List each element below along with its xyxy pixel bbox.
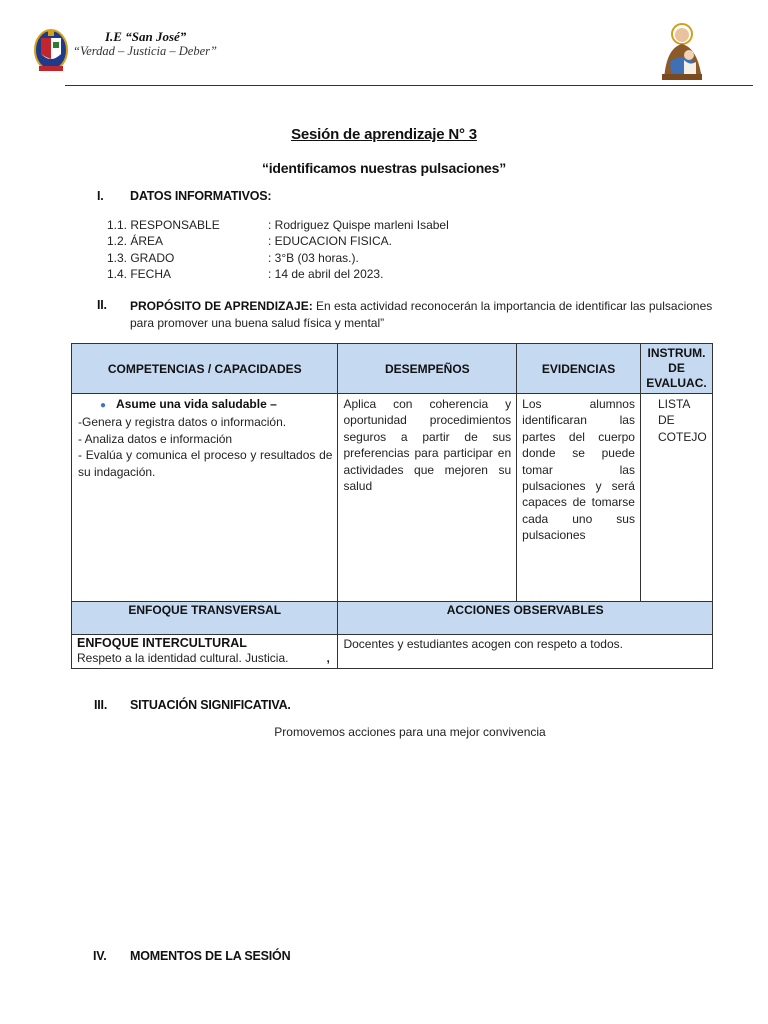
capacidad-item: - Analiza datos e información [78,431,233,446]
table-header-row [72,344,713,394]
header-competencias: COMPETENCIAS / CAPACIDADES [72,344,338,394]
info-label: 1.2. ÁREA [107,234,164,249]
info-value: : 14 de abril del 2023. [268,267,384,282]
section-number: II. [97,298,107,312]
bullet-icon: ● [100,400,107,411]
page-subtitle: “identificamos nuestras pulsaciones” [261,160,507,176]
table-row [72,394,713,602]
competencias-cell [72,394,338,602]
section-number: III. [94,698,108,712]
school-crest-icon [34,28,68,74]
school-name: I.E “San José” [105,29,187,44]
section-number: IV. [93,949,107,963]
header-evidencias: EVIDENCIAS [517,344,641,394]
info-label: 1.4. FECHA [107,267,172,282]
header-divider [65,85,753,86]
competencies-table [71,343,713,669]
purpose-text: En esta actividad reconocerán la importancia de identificar las pulsaciones para promover una buena salud física y mental” [130,299,713,330]
header-desempenos: DESEMPEÑOS [338,344,517,394]
situacion-text: Promovemos acciones para una mejor convivencia [274,725,546,739]
instrumento-text: LISTA DE COTEJO [657,397,707,444]
evidencia-cell [517,394,641,602]
info-value: : 3°B (03 horas.). [268,250,359,265]
header-enfoque: ENFOQUE TRANSVERSAL [72,602,338,635]
enfoque-header-row [72,602,713,635]
competencia-title: Asume una vida saludable – [116,397,277,411]
instrumento-cell [640,394,712,602]
info-value: : EDUCACION FISICA. [268,234,393,249]
saint-joseph-image [656,22,708,80]
enfoque-text: Respeto a la identidad cultural. Justicia. [77,651,289,665]
page-title: Sesión de aprendizaje N° 3 [291,126,477,143]
info-label: 1.1. RESPONSABLE [107,218,220,232]
section-number: I. [97,189,104,203]
header-acciones: ACCIONES OBSERVABLES [338,602,713,635]
section-title: PROPÓSITO DE APRENDIZAJE: [130,299,313,313]
competencia-title-line [78,396,332,414]
enfoque-mark: , [326,651,330,665]
enfoque-title: ENFOQUE INTERCULTURAL [77,636,247,650]
school-motto: “Verdad – Justicia – Deber” [73,44,217,58]
desempeno-cell [338,394,517,602]
desempeno-text: Aplica con coherencia y oportunidad procedimientos seguros a partir de sus preferencias para participar en actividades que mejoren su salud [343,397,512,494]
info-label: 1.3. GRADO [107,250,175,265]
section-title: DATOS INFORMATIVOS: [130,189,272,203]
section-title: MOMENTOS DE LA SESIÓN [130,949,291,963]
capacidad-item: - Evalúa y comunica el proceso y resultados de su indagación. [78,448,333,479]
acciones-text: Docentes y estudiantes acogen con respeto a todos. [343,637,623,651]
capacidad-item: -Genera y registra datos o información. [78,415,287,430]
section-title: SITUACIÓN SIGNIFICATIVA. [130,698,291,712]
table-row [72,635,713,669]
evidencia-text: Los alumnos identificaran las partes del cuerpo donde se puede tomar las pulsaciones y será capaces de tomarse cada uno sus pulsaciones [522,397,635,543]
info-value: : Rodriguez Quispe marleni Isabel [268,218,449,232]
enfoque-cell [72,635,338,669]
enfoque-text-line [77,651,332,666]
header-instrumento: INSTRUM. DE EVALUAC. [640,344,712,394]
acciones-cell [338,635,713,669]
purpose-paragraph [130,298,715,332]
